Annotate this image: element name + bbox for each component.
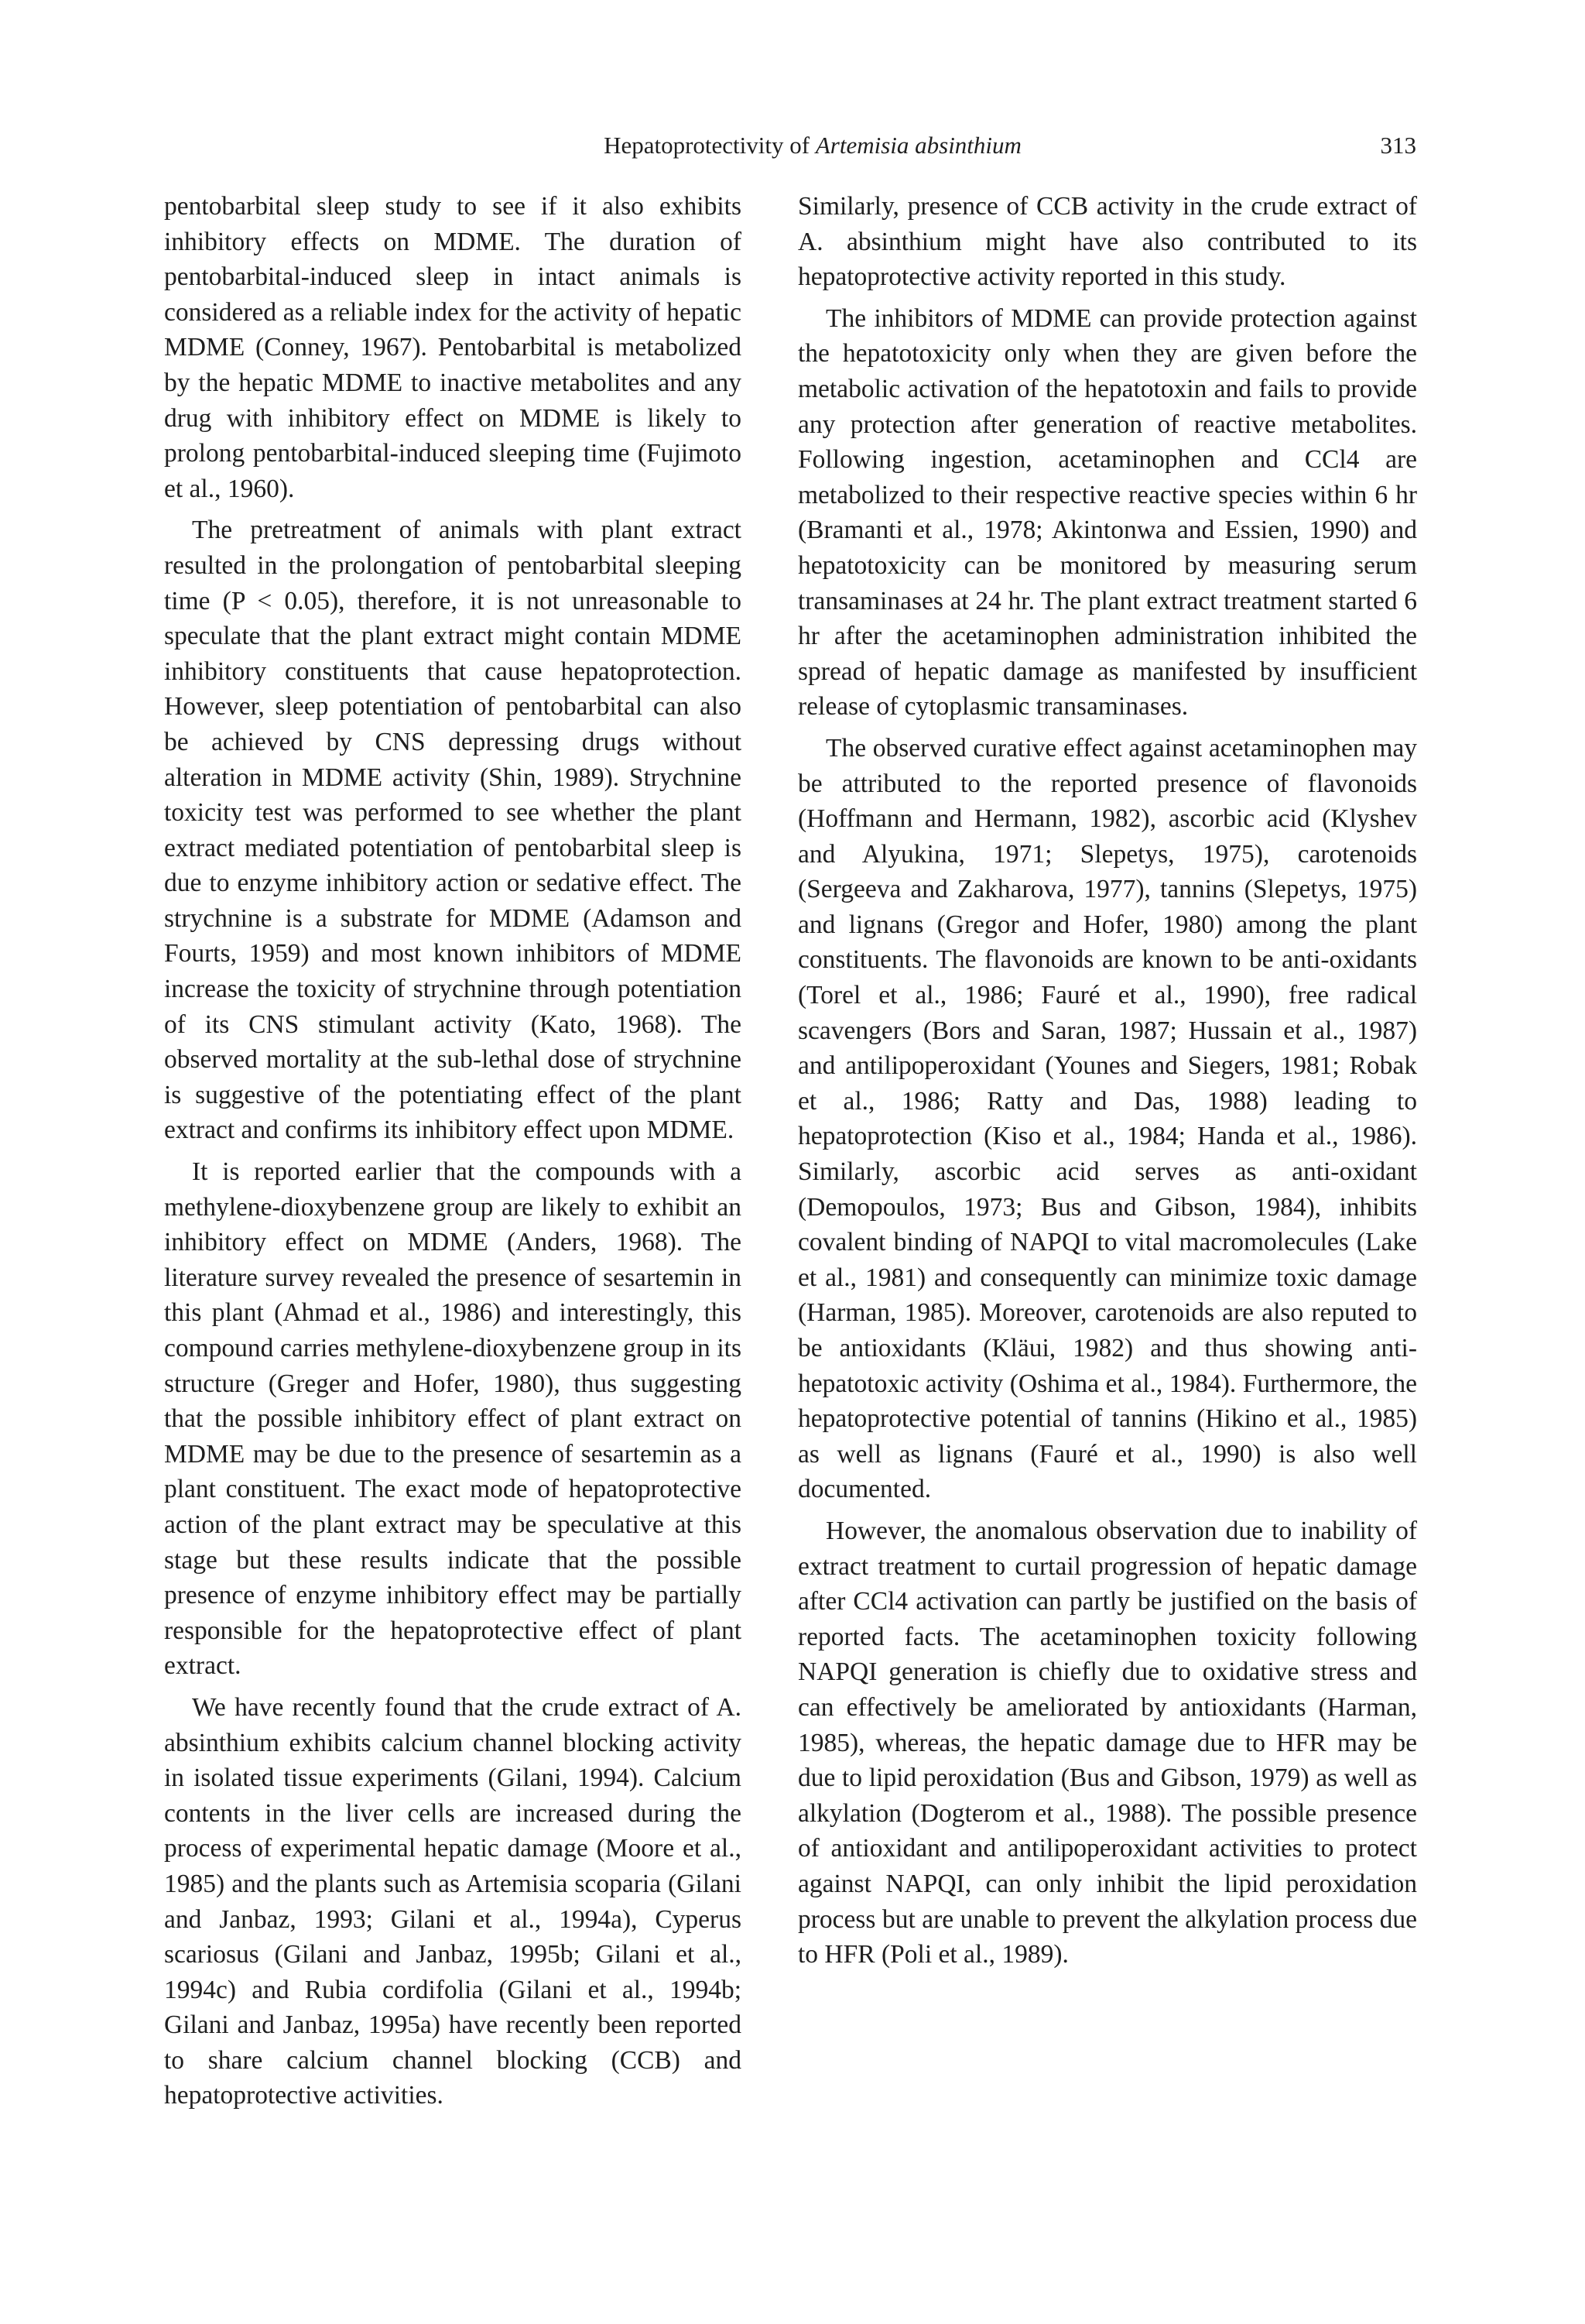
running-head	[557, 130, 1068, 161]
left-paragraph-1: pentobarbital sleep study to see if it also exhibits inhibitory effects on MDME. The duration of pentobarbital-induced sleep in intact animals is considered as a reliable index for the activity of hepatic MDME (Conney, 1967). Pentobarbital is metabolized by the hepatic MDME to inactive metabolites and any drug with inhibitory effect on MDME is likely to prolong pentobarbital-induced sleeping time (Fujimoto et al., 1960).	[164, 192, 741, 503]
left-paragraph-3: It is reported earlier that the compounds with a methylene-dioxybenzene group are likely to exhibit an inhibitory effect on MDME (Anders, 1968). The literature survey revealed the presence of sesartemin in this plant (Ahmad et al., 1986) and interestingly, this compound carries methylene-dioxybenzene group in its structure (Greger and Hofer, 1980), thus suggesting that the possible inhibitory effect of plant extract on MDME may be due to the presence of sesartemin as a plant constituent. The exact mode of hepatoprotective action of the plant extract may be speculative at this stage but these results indicate that the possible presence of enzyme inhibitory effect may be partially responsible for the hepatoprotective effect of plant extract.	[164, 1157, 741, 1681]
left-paragraph-2: The pretreatment of animals with plant extract resulted in the prolongation of pentobarbital sleeping time (P < 0.05), therefore, it is not unreasonable to speculate that the plant extract might contain MDME inhibitory constituents that cause hepatoprotection. However, sleep potentiation of pentobarbital can also be achieved by CNS depressing drugs without alteration in MDME activity (Shin, 1989). Strychnine toxicity test was performed to see whether the plant extract mediated potentiation of pentobarbital sleep is due to enzyme inhibitory action or sedative effect. The strychnine is a substrate for MDME (Adamson and Fourts, 1959) and most known inhibitors of MDME increase the toxicity of strychnine through potentiation of its CNS stimulant activity (Kato, 1968). The observed mortality at the sub-lethal dose of strychnine is suggestive of the potentiating effect of the plant extract and confirms its inhibitory effect upon MDME.	[164, 516, 741, 1145]
page-number: 313	[1380, 132, 1416, 159]
right-column	[798, 189, 1417, 1979]
left-paragraph-4: We have recently found that the crude extract of A. absinthium exhibits calcium channel blocking activity in isolated tissue experiments (Gilani, 1994). Calcium contents in the liver cells are increased during the process of experimental hepatic damage (Moore et al., 1985) and the plants such as Artemisia scoparia (Gilani and Janbaz, 1993; Gilani et al., 1994a), Cyperus scariosus (Gilani and Janbaz, 1995b; Gilani et al., 1994c) and Rubia cordifolia (Gilani et al., 1994b; Gilani and Janbaz, 1995a) have recently been reported to share calcium channel blocking (CCB) and hepatoprotective activities.	[164, 1692, 741, 2110]
right-paragraph-2: The inhibitors of MDME can provide protection against the hepatotoxicity only when they are given before the metabolic activation of the hepatotoxin and fails to provide any protection after generation of reactive metabolites. Following ingestion, acetaminophen and CCl4 are metabolized to their respective reactive species within 6 hr (Bramanti et al., 1978; Akintonwa and Essien, 1990) and hepatotoxicity can be monitored by measuring serum transaminases at 24 hr. The plant extract treatment started 6 hr after the acetaminophen administration inhibited the spread of hepatic damage as manifested by insufficient release of cytoplasmic transaminases.	[798, 303, 1417, 722]
right-paragraph-4: However, the anomalous observation due to inability of extract treatment to curtail progression of hepatic damage after CCl4 activation can partly be justified on the basis of reported facts. The acetaminophen toxicity following NAPQI generation is chiefly due to oxidative stress and can effectively be ameliorated by antioxidants (Harman, 1985), whereas, the hepatic damage due to HFR may be due to lipid peroxidation (Bus and Gibson, 1979) as well as alkylation (Dogterom et al., 1988). The possible presence of antioxidant and antilipoperoxidant activities to protect against NAPQI, can only inhibit the lipid peroxidation process but are unable to prevent the alkylation process due to HFR (Poli et al., 1989).	[798, 1516, 1417, 1969]
right-paragraph-1: Similarly, presence of CCB activity in the crude extract of A. absinthium might have also contributed to its hepatoprotective activity reported in this study.	[798, 192, 1417, 292]
left-column	[164, 189, 741, 2120]
running-title-prefix: Hepatoprotectivity of	[604, 132, 816, 159]
right-paragraph-3: The observed curative effect against acetaminophen may be attributed to the reported presence of flavonoids (Hoffmann and Hermann, 1982), ascorbic acid (Klyshev and Alyukina, 1971; Slepetys, 1975), carotenoids (Sergeeva and Zakharova, 1977), tannins (Slepetys, 1975) and lignans (Gregor and Hofer, 1980) among the plant constituents. The flavonoids are known to be anti-oxidants (Torel et al., 1986; Fauré et al., 1990), free radical scavengers (Bors and Saran, 1987; Hussain et al., 1987) and antilipoperoxidant (Younes and Siegers, 1981; Robak et al., 1986; Ratty and Das, 1988) leading to hepatoprotection (Kiso et al., 1984; Handa et al., 1986). Similarly, ascorbic acid serves as anti-oxidant (Demopoulos, 1973; Bus and Gibson, 1984), inhibits covalent binding of NAPQI to vital macromolecules (Lake et al., 1981) and consequently can minimize toxic damage (Harman, 1985). Moreover, carotenoids are also reputed to be antioxidants (Kläui, 1982) and thus showing anti-hepatotoxic activity (Oshima et al., 1984). Furthermore, the hepatoprotective potential of tannins (Hikino et al., 1985) as well as lignans (Fauré et al., 1990) is also well documented.	[798, 733, 1417, 1504]
running-title-species: Artemisia absinthium	[815, 132, 1022, 159]
